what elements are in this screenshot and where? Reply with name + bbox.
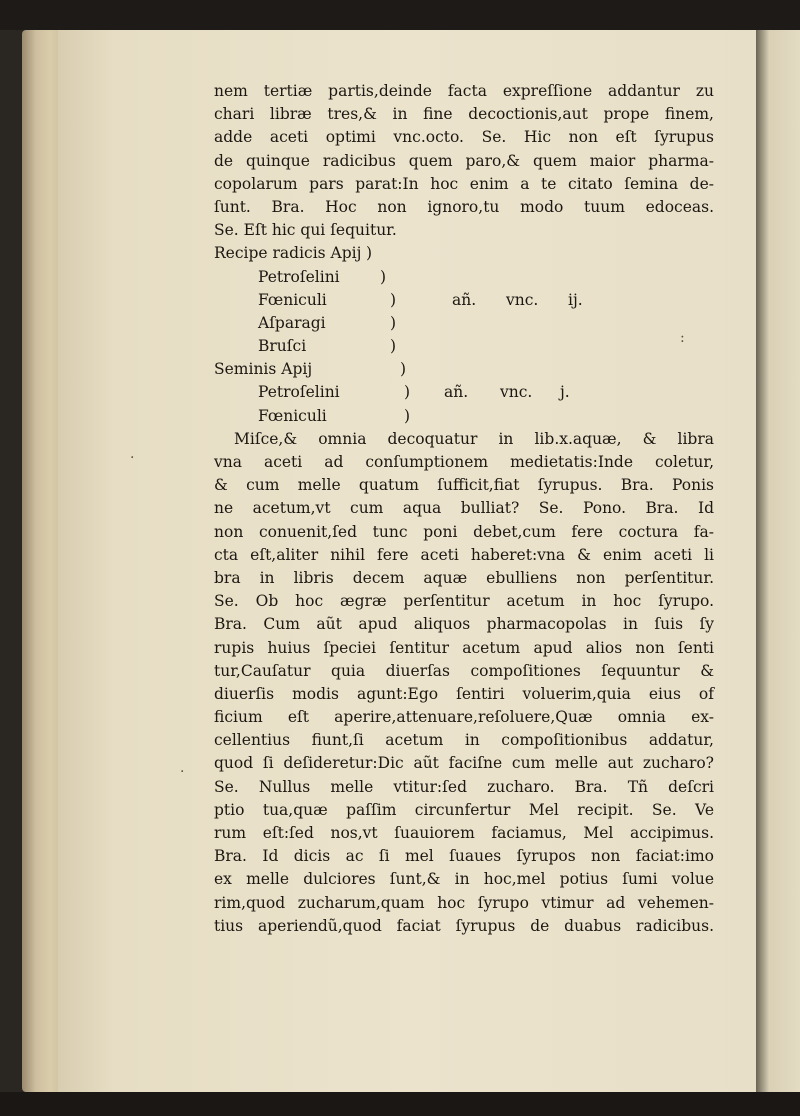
page-text bbox=[214, 80, 714, 938]
margin-mark: · bbox=[130, 450, 135, 466]
text-line: chari libræ tres,& in fine decoctionis,aut prope finem, bbox=[214, 105, 714, 124]
text-line: non conuenit,ſed tunc poni debet,cum fere coctura fa- bbox=[214, 522, 714, 541]
margin-mark: : bbox=[680, 330, 685, 346]
recipe-ingredient: Aſparagi bbox=[258, 313, 326, 332]
text-line: ex melle dulciores ſunt,& in hoc,mel potius ſumi volue bbox=[214, 870, 714, 889]
recipe-heading-row bbox=[214, 242, 714, 265]
brace-mark: ) bbox=[390, 313, 397, 332]
brace-mark: ) bbox=[404, 383, 411, 402]
dosage-unit: vnc. bbox=[500, 383, 533, 402]
text-line: tius aperiendũ,quod faciat ſyrupus de duabus radicibus. bbox=[214, 916, 714, 935]
dosage-an: añ. bbox=[444, 383, 469, 402]
text-line: Miſce,& omnia decoquatur in lib.x.aquæ, & libra bbox=[234, 429, 714, 448]
text-line: ptio tua,quæ paſſim circunfertur Mel recipit. Se. Ve bbox=[214, 800, 714, 819]
text-line: rim,quod zucharum,quam hoc ſyrupo vtimur ad vehemen- bbox=[214, 893, 714, 912]
recipe-item-row bbox=[214, 289, 714, 312]
text-line: adde aceti optimi vnc.octo. Se. Hic non eſt ſyrupus bbox=[214, 128, 714, 147]
text-line: ne acetum,vt cum aqua bulliat? Se. Pono. Bra. Id bbox=[214, 499, 714, 518]
scan-background-bottom bbox=[0, 1092, 800, 1116]
recipe-ingredient: Fœniculi bbox=[258, 290, 327, 309]
text-line: cellentius fiunt,ſi acetum in compoſitionibus addatur, bbox=[214, 731, 714, 750]
recipe-item-row bbox=[214, 266, 714, 289]
text-line: Se. Nullus melle vtitur:ſed zucharo. Bra. Tñ deſcri bbox=[214, 777, 714, 796]
text-line: Bra. Cum aũt apud aliquos pharmacopolas in ſuis ſy bbox=[214, 615, 714, 634]
text-line: bra in libris decem aquæ ebulliens non perſentitur. bbox=[214, 568, 714, 587]
text-line: de quinque radicibus quem paro,& quem maior pharma- bbox=[214, 151, 714, 170]
dosage-quantity: ij. bbox=[568, 290, 583, 309]
recipe-ingredient: Bruſci bbox=[258, 337, 307, 356]
text-line: copolarum pars parat:In hoc enim a te citato ſemina de- bbox=[214, 174, 714, 193]
text-line: ficium eſt aperire,attenuare,reſoluere,Quæ omnia ex- bbox=[214, 708, 714, 727]
brace-mark: ) bbox=[404, 406, 411, 425]
dosage-quantity: j. bbox=[560, 383, 570, 402]
scan-background-top bbox=[0, 0, 800, 30]
recipe-seeds-heading: Seminis Apij bbox=[214, 360, 313, 379]
text-line: diuerſis modis agunt:Ego ſentiri voluerim,quia eius of bbox=[214, 684, 714, 703]
text-line: quod ſi deſideretur:Dic aũt faciſne cum melle aut zucharo? bbox=[214, 754, 714, 773]
recipe-item-row bbox=[214, 381, 714, 404]
margin-mark: · bbox=[180, 764, 185, 780]
text-line: Bra. Id dicis ac ſi mel ſuaues ſyrupos non faciat:imo bbox=[214, 847, 714, 866]
text-line: nem tertiæ partis,deinde facta expreſſione addantur zu bbox=[214, 82, 714, 100]
brace-mark: ) bbox=[390, 290, 397, 309]
text-line: rum eſt:ſed nos,vt ſuauiorem faciamus, Mel accipimus. bbox=[214, 824, 714, 842]
dosage-unit: vnc. bbox=[506, 290, 539, 309]
recipe-heading: Recipe radicis Apij bbox=[214, 244, 362, 263]
recipe-ingredient: Petroſelini bbox=[258, 267, 340, 286]
dosage-an: añ. bbox=[452, 290, 477, 309]
text-line: tur,Cauſatur quia diuerſas compoſitiones ſequuntur & bbox=[214, 661, 714, 680]
recipe-seeds-row bbox=[214, 358, 714, 381]
book-page-edges bbox=[22, 30, 62, 1092]
brace-mark: ) bbox=[400, 360, 407, 379]
recipe-item-row bbox=[214, 405, 714, 428]
text-line: rupis huius ſpeciei ſentitur acetum apud alios non ſenti bbox=[214, 638, 714, 657]
text-line: Se. Eſt hic qui ſequitur. bbox=[214, 221, 397, 240]
brace-mark: ) bbox=[380, 267, 387, 286]
text-line: Se. Ob hoc ægræ perſentitur acetum in hoc ſyrupo. bbox=[214, 592, 714, 611]
recipe-item-row bbox=[214, 312, 714, 335]
facing-page-edge bbox=[756, 30, 800, 1092]
recipe-item-row bbox=[214, 335, 714, 358]
text-line: ſunt. Bra. Hoc non ignoro,tu modo tuum edoceas. bbox=[214, 197, 714, 216]
brace-mark: ) bbox=[390, 337, 397, 356]
text-line: cta eſt,aliter nihil fere aceti haberet:vna & enim aceti li bbox=[214, 545, 714, 564]
text-line: vna aceti ad conſumptionem medietatis:Inde coletur, bbox=[214, 453, 714, 471]
brace-mark: ) bbox=[366, 244, 373, 263]
recipe-ingredient: Fœniculi bbox=[258, 406, 327, 425]
text-line: & cum melle quatum ſufficit,fiat ſyrupus. Bra. Ponis bbox=[214, 476, 714, 495]
recipe-ingredient: Petroſelini bbox=[258, 383, 340, 402]
